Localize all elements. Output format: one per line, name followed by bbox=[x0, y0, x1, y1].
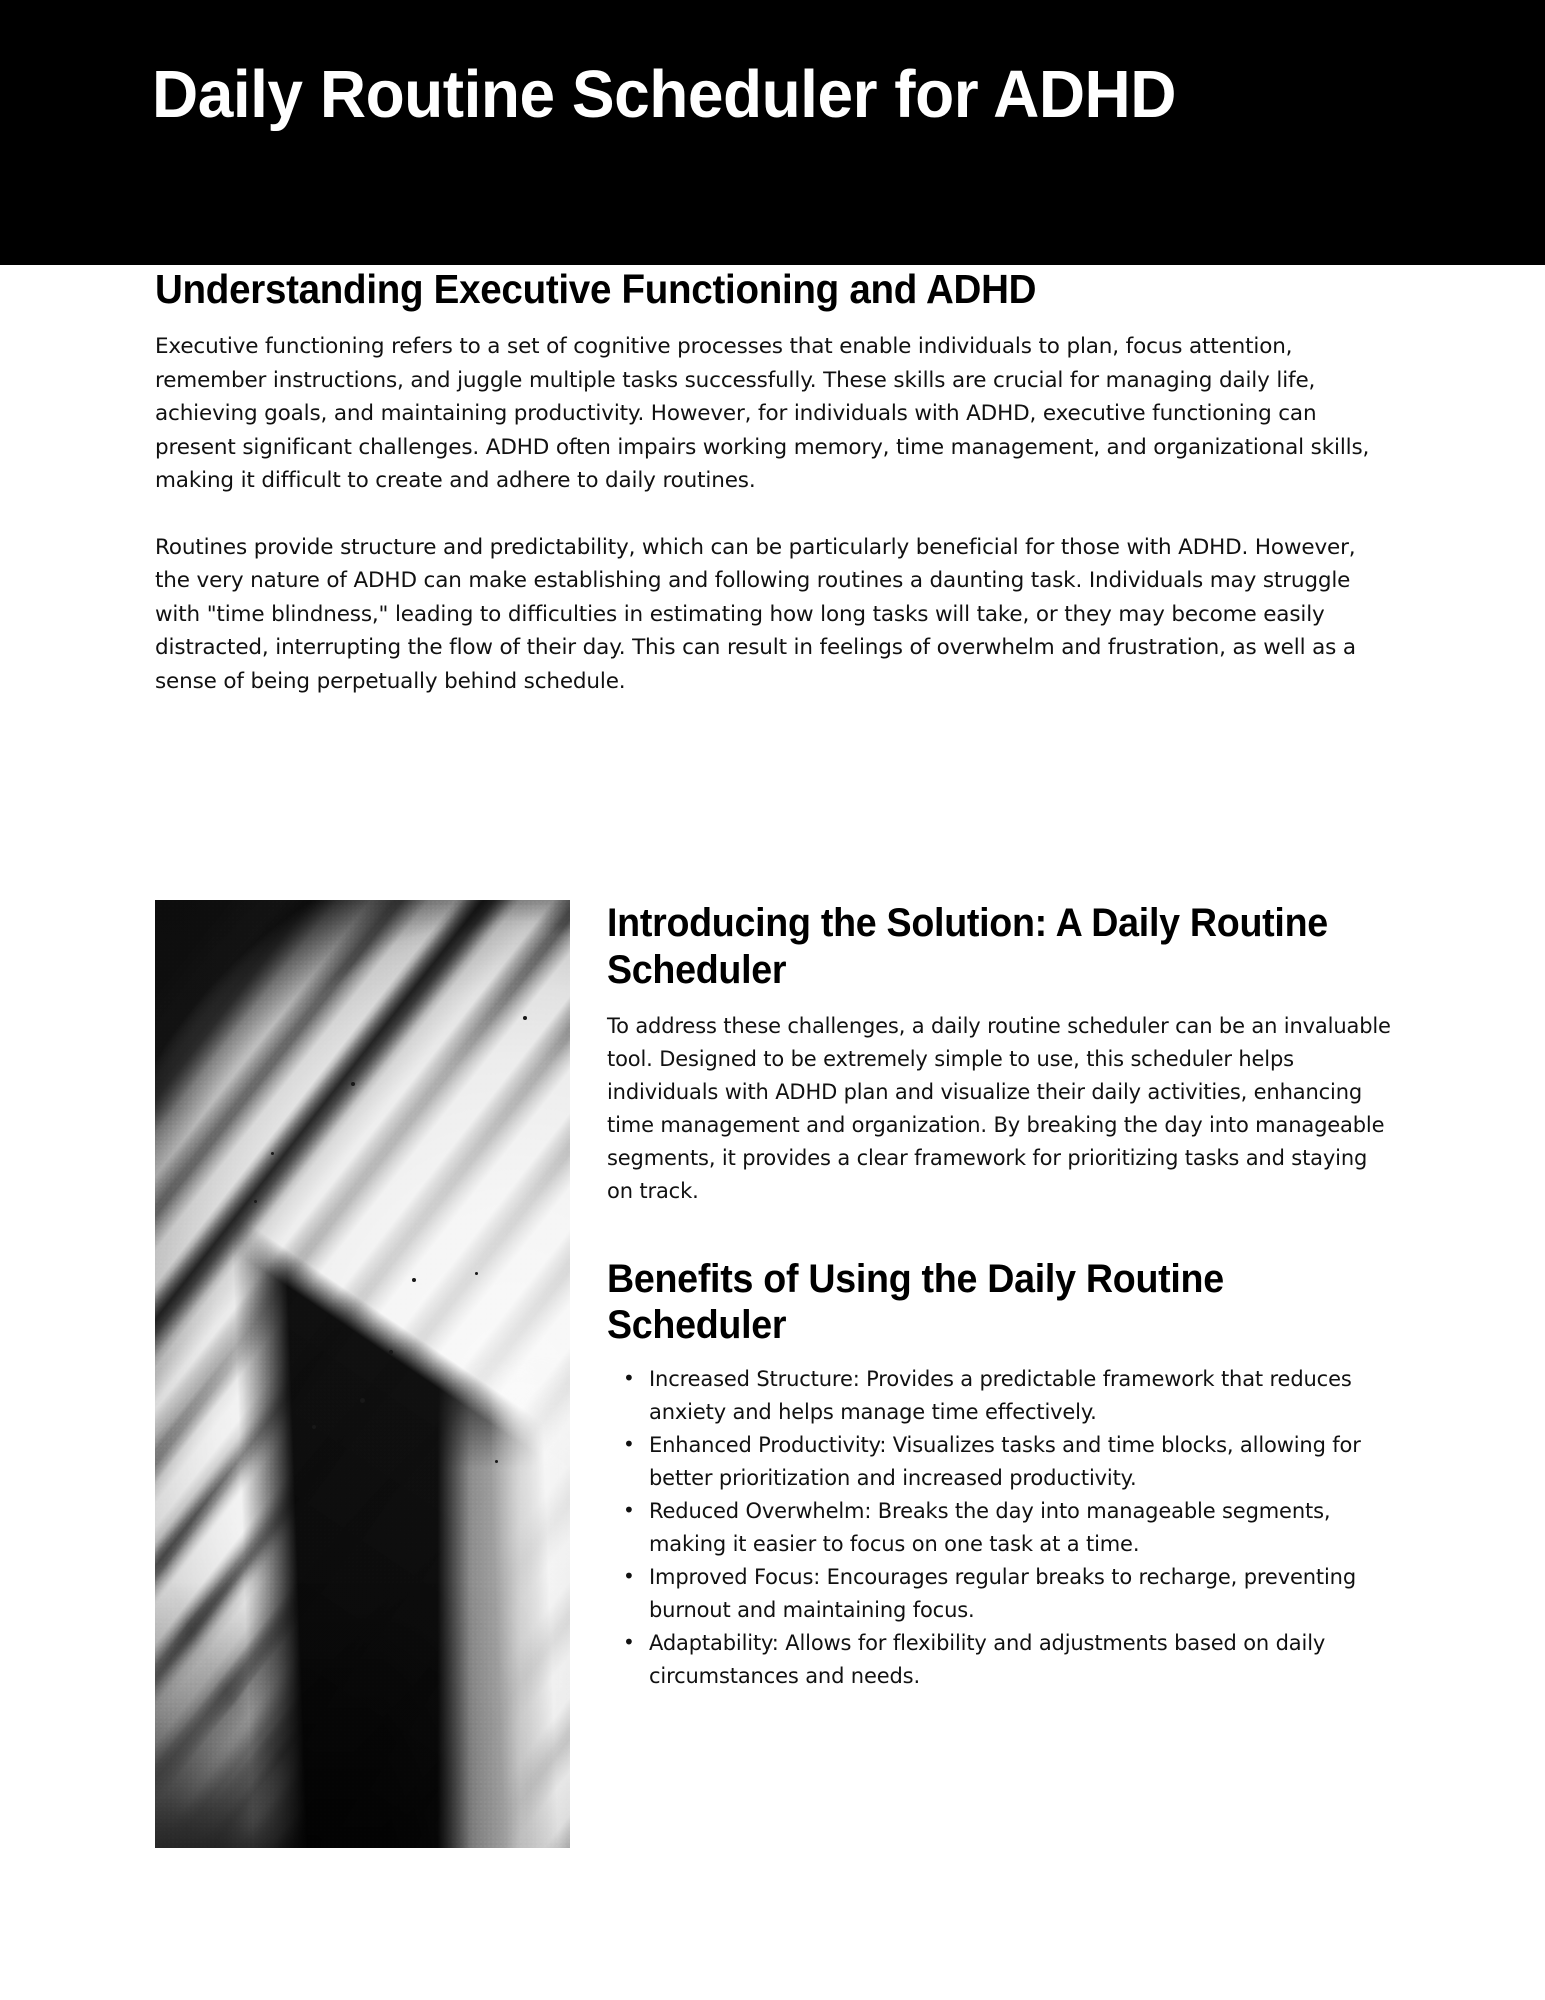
section-benefits bbox=[607, 1256, 1393, 1694]
photo-freckle bbox=[495, 1460, 498, 1463]
photo-freckle bbox=[360, 1398, 365, 1403]
benefits-list bbox=[607, 1363, 1393, 1693]
photo-column bbox=[155, 900, 570, 1848]
photo-freckle bbox=[523, 1016, 527, 1020]
page-title: Daily Routine Scheduler for ADHD bbox=[152, 57, 1177, 132]
page-body bbox=[0, 265, 1545, 2000]
section-understanding-executive-functioning bbox=[155, 265, 1393, 698]
photo-freckle bbox=[475, 1272, 478, 1275]
photo-freckle bbox=[412, 1278, 416, 1282]
intro-paragraph-2: Routines provide structure and predictability, which can be particularly beneficial for those with ADHD. However, the very nature of ADHD can make establishing and following routines a daunting task. Individuals may struggle with "time blindness," leading to difficulties in estimating how long tasks will take, or they may become easily distracted, interrupting the flow of their day. This can result in feelings of overwhelm and frustration, as well as a sense of being perpetually behind schedule. bbox=[155, 534, 1356, 694]
photo-freckle bbox=[389, 1350, 393, 1354]
solution-paragraph: To address these challenges, a daily routine scheduler can be an invaluable tool. Designed to be extremely simple to use, this scheduler helps individuals with ADHD plan and visualize their daily activities, enhancing time management and organization. By breaking the day into manageable segments, it provides a clear framework for prioritizing tasks and staying on track. bbox=[607, 1013, 1391, 1203]
shoulder-shadow-photo bbox=[155, 900, 570, 1848]
text-column bbox=[607, 900, 1393, 1693]
photo-freckle bbox=[271, 1152, 274, 1155]
list-item: • Adaptability: Allows for flexibility and adjustments based on daily circumstances and needs. bbox=[607, 1627, 1393, 1693]
list-item: • Reduced Overwhelm: Breaks the day into manageable segments, making it easier to focus on one task at a time. bbox=[607, 1495, 1393, 1561]
photo-grain-layer bbox=[155, 900, 570, 1848]
list-item: • Increased Structure: Provides a predictable framework that reduces anxiety and helps manage time effectively. bbox=[607, 1363, 1393, 1429]
intro-heading: Understanding Executive Functioning and ADHD bbox=[155, 266, 1037, 312]
solution-heading: Introducing the Solution: A Daily Routine Scheduler bbox=[607, 901, 1328, 992]
section-introducing-the-solution bbox=[607, 900, 1393, 1208]
benefits-heading: Benefits of Using the Daily Routine Scheduler bbox=[607, 1256, 1224, 1348]
list-item: • Improved Focus: Encourages regular breaks to recharge, preventing burnout and maintaining focus. bbox=[607, 1561, 1393, 1627]
list-item: • Enhanced Productivity: Visualizes tasks and time blocks, allowing for better prioritization and increased productivity. bbox=[607, 1429, 1393, 1495]
intro-paragraph-1: Executive functioning refers to a set of cognitive processes that enable individuals to plan, focus attention, remember instructions, and juggle multiple tasks successfully. These skills are crucial for managing daily life, achieving goals, and maintaining productivity. However, for individuals with ADHD, executive functioning can present significant challenges. ADHD often impairs working memory, time management, and organizational skills, making it difficult to create and adhere to daily routines. bbox=[155, 334, 1370, 494]
page-header-band bbox=[0, 0, 1545, 265]
photo-freckle bbox=[351, 1082, 355, 1086]
photo-freckle bbox=[254, 1200, 257, 1203]
photo-freckle bbox=[312, 1425, 316, 1429]
